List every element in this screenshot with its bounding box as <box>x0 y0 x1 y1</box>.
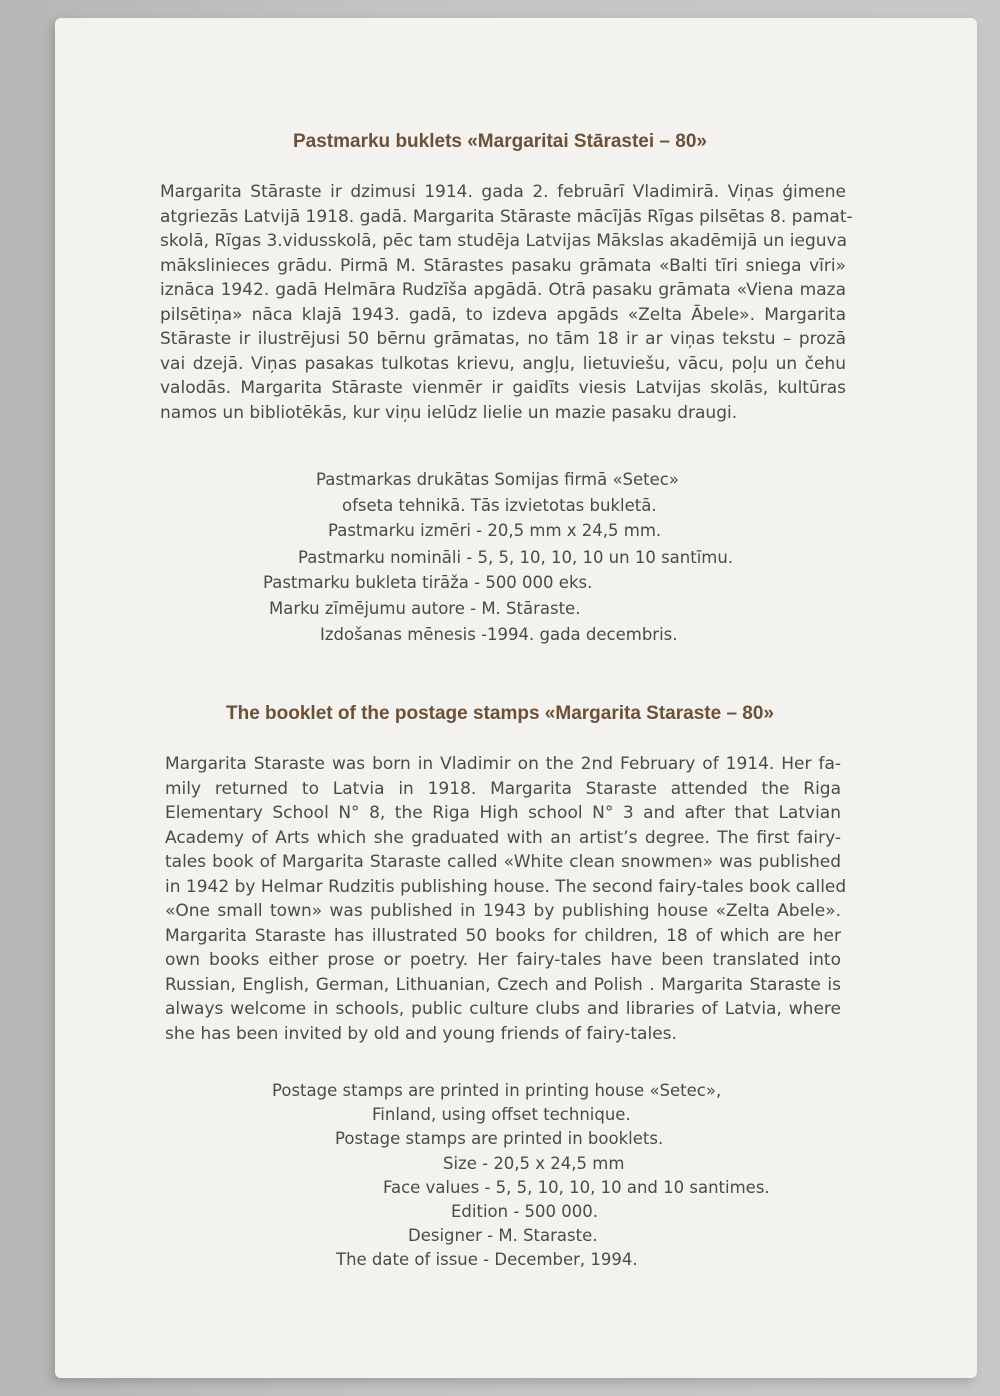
paragraph-line: pilsētiņa» nāca klajā 1943. gadā, to izdeva apgāds «Zelta Ābele». Margarita <box>160 304 846 325</box>
spec-line: Designer - M. Staraste. <box>408 1226 598 1245</box>
paragraph-line: mily returned to Latvia in 1918. Margarita Staraste attended the Riga <box>165 778 841 799</box>
spec-line: Size - 20,5 x 24,5 mm <box>443 1154 625 1173</box>
paragraph-line: namos un bibliotēkās, kur viņu ielūdz lielie un mazie pasaku draugi. <box>160 402 738 423</box>
english-title: The booklet of the postage stamps «Margarita Staraste – 80» <box>225 703 774 724</box>
spec-line: Finland, using offset technique. <box>372 1105 631 1124</box>
paragraph-line: own books either prose or poetry. Her fairy-tales have been translated into <box>165 950 841 970</box>
english-paragraph <box>165 752 847 1046</box>
paragraph-line: in 1942 by Helmar Rudzitis publishing house. The second fairy-tales book called <box>165 876 847 897</box>
paragraph-line: Margarita Staraste was born in Vladimir on the 2nd February of 1914. Her fa- <box>165 754 841 774</box>
spec-line: Postage stamps are printed in printing house «Setec», <box>272 1081 722 1100</box>
spec-line: Pastmarkas drukātas Somijas firmā «Setec» <box>316 470 679 489</box>
latvian-title: Pastmarku buklets «Margaritai Stārastei – 80» <box>293 131 707 152</box>
paragraph-line: Academy of Arts which she graduated with an artist’s degree. The first fairy- <box>165 827 841 848</box>
paragraph-line: Margarita Staraste has illustrated 50 books for children, 18 of which are her <box>165 925 841 946</box>
spec-line: The date of issue - December, 1994. <box>336 1250 638 1269</box>
paragraph-line: tales book of Margarita Staraste called «White clean snowmen» was published <box>165 852 841 872</box>
paragraph-line: Elementary School N° 8, the Riga High school N° 3 and after that Latvian <box>165 803 841 823</box>
spec-line: Postage stamps are printed in booklets. <box>335 1129 664 1148</box>
paragraph-line: vai dzejā. Viņas pasakas tulkotas krievu, angļu, lietuviešu, vācu, poļu un čehu <box>160 353 846 374</box>
spec-line: Pastmarku nomināli - 5, 5, 10, 10, 10 un 10 santīmu. <box>298 548 734 567</box>
spec-line: Izdošanas mēnesis -1994. gada decembris. <box>320 625 678 644</box>
spec-line: ofseta tehnikā. Tās izvietotas bukletā. <box>342 496 657 515</box>
paragraph-line: atgriezās Latvijā 1918. gadā. Margarita Stāraste mācījās Rīgas pilsētas 8. pamat- <box>160 206 853 227</box>
paragraph-line: Margarita Stāraste ir dzimusi 1914. gada 2. februārī Vladimirā. Viņas ģimene <box>160 182 846 202</box>
paragraph-line: mākslinieces grādu. Pirmā M. Stārastes pasaku grāmata «Balti tīri sniega vīri» <box>160 255 846 276</box>
paragraph-line: valodās. Margarita Stāraste vienmēr ir gaidīts viesis Latvijas skolās, kultūras <box>160 378 846 398</box>
spec-line: Marku zīmējumu autore - M. Stāraste. <box>269 599 581 618</box>
spec-line: Face values - 5, 5, 10, 10, 10 and 10 santimes. <box>383 1178 770 1197</box>
latvian-paragraph <box>160 180 853 425</box>
paragraph-line: iznāca 1942. gadā Helmāra Rudzīša apgādā. Otrā pasaku grāmata «Viena maza <box>160 280 846 300</box>
paragraph-line: always welcome in schools, public culture clubs and libraries of Latvia, where <box>165 999 841 1019</box>
spec-line: Pastmarku bukleta tirāža - 500 000 eks. <box>263 573 593 592</box>
paragraph-line: she has been invited by old and young friends of fairy-tales. <box>165 1023 677 1044</box>
paragraph-line: «One small town» was published in 1943 by publishing house «Zelta Abele». <box>165 901 841 921</box>
spec-line: Edition - 500 000. <box>451 1202 599 1221</box>
paragraph-line: Russian, English, German, Lithuanian, Czech and Polish . Margarita Staraste is <box>165 974 841 995</box>
paragraph-line: Stāraste ir ilustrējusi 50 bērnu grāmatas, no tām 18 ir ar viņas tekstu – prozā <box>160 329 846 349</box>
paragraph-line: skolā, Rīgas 3.vidusskolā, pēc tam studēja Latvijas Mākslas akadēmijā un ieguva <box>160 231 848 251</box>
spec-line: Pastmarku izmēri - 20,5 mm x 24,5 mm. <box>328 521 662 540</box>
